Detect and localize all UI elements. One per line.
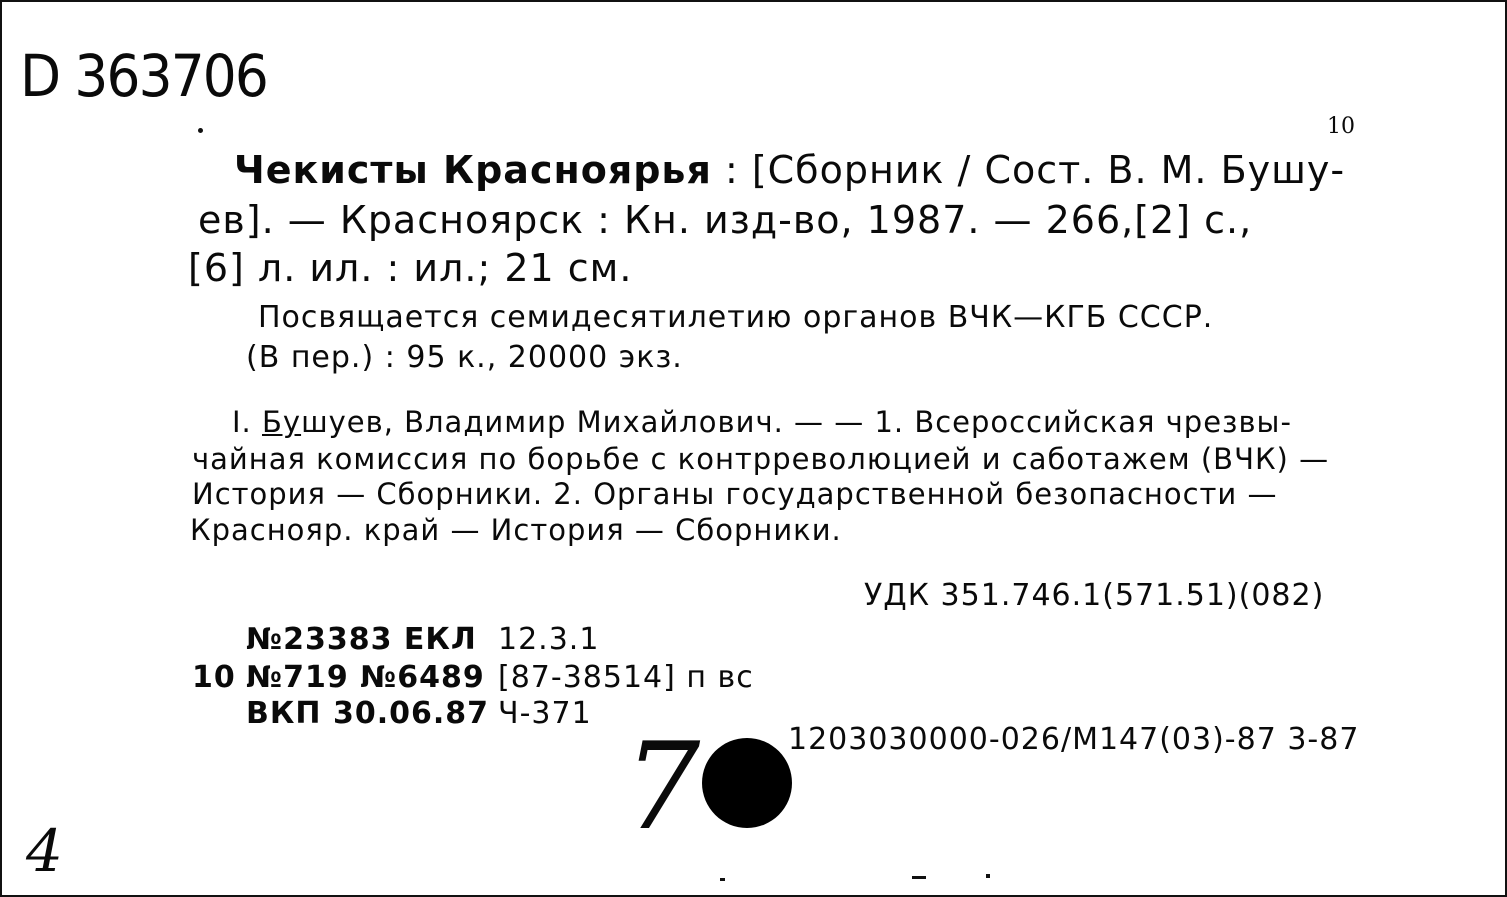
ink-speck [912,876,926,879]
ink-speck [986,874,990,878]
handwritten-mark: 7 [624,718,701,857]
title-line [234,148,1345,192]
record-number: №23383 ЕКЛ [246,622,477,657]
subject-underlined: Бу [262,405,302,439]
subject-line-4: Краснояр. край — История — Сборники. [190,513,842,547]
punch-hole [702,738,792,828]
udk-code: УДК 351.746.1(571.51)(082) [864,578,1325,613]
handwritten-corner-number: 4 [26,817,63,885]
subject-line-1-rest: шуев, Владимир Михайлович. — — 1. Всероссийская чрезвы- [301,405,1292,439]
ink-speck [720,878,725,881]
description-line-3: [6] л. ил. : ил.; 21 см. [188,246,633,290]
price-note: (В пер.) : 95 к., 20000 экз. [246,340,683,375]
ink-speck [198,128,203,133]
record-author-mark: Ч-371 [498,696,592,731]
subject-line-1 [232,405,1292,439]
book-title: Чекисты Красноярья [234,148,712,192]
record-order-numbers: №719 №6489 [246,660,485,695]
record-vkp-date: ВКП 30.06.87 [246,696,489,731]
bbk-code: 1203030000-026/М147(03)-87 3-87 [788,722,1360,757]
record-class: 12.3.1 [498,622,600,657]
description-line-2: ев]. — Красноярск : Кн. изд-во, 1987. — 266,[2] с., [198,198,1253,242]
record-registration: [87-38514] п вс [498,660,754,695]
record-count: 10 [192,660,236,695]
call-number: D 363706 [20,42,268,110]
subject-line-3: История — Сборники. 2. Органы государственной безопасности — [192,477,1278,511]
subject-prefix: I. [232,405,262,439]
title-continuation: : [Сборник / Сост. В. М. Бушу- [711,148,1346,192]
corner-mark: 10 [1327,114,1355,139]
subject-line-2: чайная комиссия по борьбе с контрреволюцией и саботажем (ВЧК) — [192,442,1330,476]
dedication-note: Посвящается семидесятилетию органов ВЧК—КГБ СССР. [258,300,1214,335]
